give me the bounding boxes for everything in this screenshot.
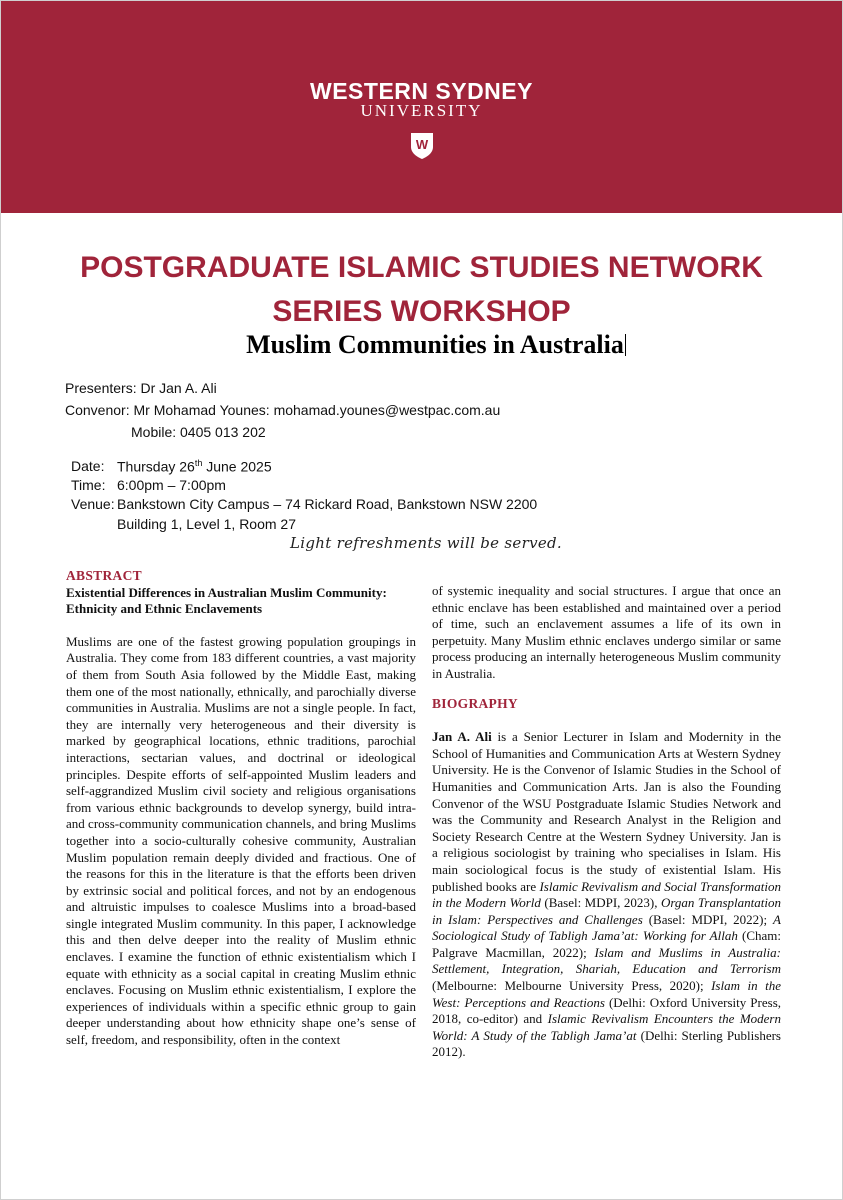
bio-name: Jan A. Ali <box>432 729 492 745</box>
bio-intro: is a Senior Lecturer in Islam and Modernity in the School of Humanities and Communication Arts at Western Sydney University. He is the Convenor of Islamic Studies in the School of Humanities and Communication Arts. Jan is also the Founding Convenor of the WSU Postgraduate Islamic Studies Network and was the Community and Research Analyst in the Religion and Society Research Centre at the Western Sydney University. Jan is a religious sociologist by training who specialises in Islam. His main sociological focus is the study of existential Islam. His published books are <box>432 729 782 894</box>
header-band <box>0 0 843 213</box>
book-publisher: (Melbourne: Melbourne University Press, 2020); <box>432 978 712 994</box>
date-value <box>117 458 272 475</box>
date-label: Date: <box>71 458 105 474</box>
right-column <box>432 583 781 1061</box>
mobile-line: Mobile: 0405 013 202 <box>131 424 266 440</box>
abstract-body-continued: of systemic inequality and social structures. I argue that once an ethnic enclave has been established and maintained over a period of time, such an enclavement assumes a life of its own in perpetuity. Many Muslim ethnic enclaves undergo similar or same process producing an internally heterogeneous Muslim community in Australia. <box>432 583 781 681</box>
biography-body <box>432 729 781 1061</box>
book-publisher: (Delhi: Sterling Publishers 2012). <box>432 1027 781 1060</box>
shield-letter: W <box>415 137 429 152</box>
venue-value: Bankstown City Campus – 74 Rickard Road, Bankstown NSW 2200 <box>117 496 538 512</box>
book-title: Islamic Revivalism and Social Transformation in the Modern World <box>432 878 781 911</box>
title-line-2: SERIES WORKSHOP <box>272 295 571 328</box>
refreshments-note: Light refreshments will be served. <box>290 534 562 552</box>
date-day: Thursday 26 <box>117 458 195 475</box>
book-title: Organ Transplantation in Islam: Perspectives and Challenges <box>432 895 781 927</box>
date-suffix: th <box>194 458 203 468</box>
abstract-column <box>66 568 416 1049</box>
book-title: Islam and Muslims in Australia: Settlement, Integration, Shariah, Education and Terrorism <box>432 944 781 977</box>
abstract-body: Muslims are one of the fastest growing population groupings in Australia. They come from 183 different countries, a vast majority of them from South Asia followed by the Middle East, making them one of the most nationally, ethnically, and parochially diverse communities in Australia. Muslims are not a single people. In fact, they are internally very heterogeneous and their diversity is marked by geographical locations, ethnic traditions, parochial interactions, sectarian values, and doctrinal or ideological principles. Despite efforts of self-appointed Muslim leaders and self-aggrandized Muslim civil society and religious organisations from various ethnic backgrounds to develop synergy, build intra-and cross-community communication channels, and bring Muslims together into a socio-culturally cohesive community, Australian Muslim population remain deeply divided and fractious. One of the reasons for this in the literature is that the efforts been driven by extrinsic social and political forces, and not by an endogenous and altruistic impulses to coalesce Muslims into a broad-based single integrated Muslim community. In this paper, I acknowledge this and then delve deeper into the reality of Muslim ethnic enclaves. I examine the function of ethnic existentialism which I equate with ethnicity as a social capital in creating Muslim ethnic enclaves. Focusing on Muslim ethnic existentialism, I explore the experiences of individuals within a specific ethnic group to gain deeper understanding about how ethnicity shape one’s sense of self, freedom, and responsibility, often in the context <box>66 633 416 1048</box>
book-publisher: (Basel: MDPI, 2022); <box>642 911 774 927</box>
subtitle-text: Muslim Communities in Australia <box>246 330 624 359</box>
presenters-line: Presenters: Dr Jan A. Ali <box>65 380 217 396</box>
book-publisher: (Delhi: Oxford University Press, 2018, co-editor) and <box>432 994 782 1027</box>
page-subtitle <box>0 330 843 360</box>
time-value: 6:00pm – 7:00pm <box>117 477 226 493</box>
book-title: Islam in the West: Perceptions and Reactions <box>432 978 781 1010</box>
title-line-1: POSTGRADUATE ISLAMIC STUDIES NETWORK <box>80 251 763 284</box>
book-publisher: (Cham: Palgrave Macmillan, 2022); <box>432 928 781 960</box>
convenor-line: Convenor: Mr Mohamad Younes: mohamad.younes@westpac.com.au <box>65 402 501 418</box>
university-shield-icon <box>410 132 434 160</box>
date-month-year: June 2025 <box>202 458 272 475</box>
abstract-heading: ABSTRACT <box>66 568 142 583</box>
venue-room: Building 1, Level 1, Room 27 <box>117 516 296 532</box>
logo-subwordmark: UNIVERSITY <box>360 101 483 120</box>
text-cursor <box>625 334 626 356</box>
abstract-title: Existential Differences in Australian Muslim Community: Ethnicity and Ethnic Enclavements <box>66 584 387 617</box>
logo-wordmark: WESTERN SYDNEY <box>310 78 533 104</box>
time-label: Time: <box>71 477 106 493</box>
venue-label: Venue: <box>71 496 115 512</box>
page-title <box>0 246 843 334</box>
book-publisher: (Basel: MDPI, 2023), <box>540 895 661 911</box>
book-title: Islamic Revivalism Encounters the Modern World: A Study of the Tabligh Jama’at <box>432 1011 781 1043</box>
book-title: A Sociological Study of Tabligh Jama’at: Working for Allah <box>432 911 781 944</box>
biography-heading: BIOGRAPHY <box>432 695 518 711</box>
